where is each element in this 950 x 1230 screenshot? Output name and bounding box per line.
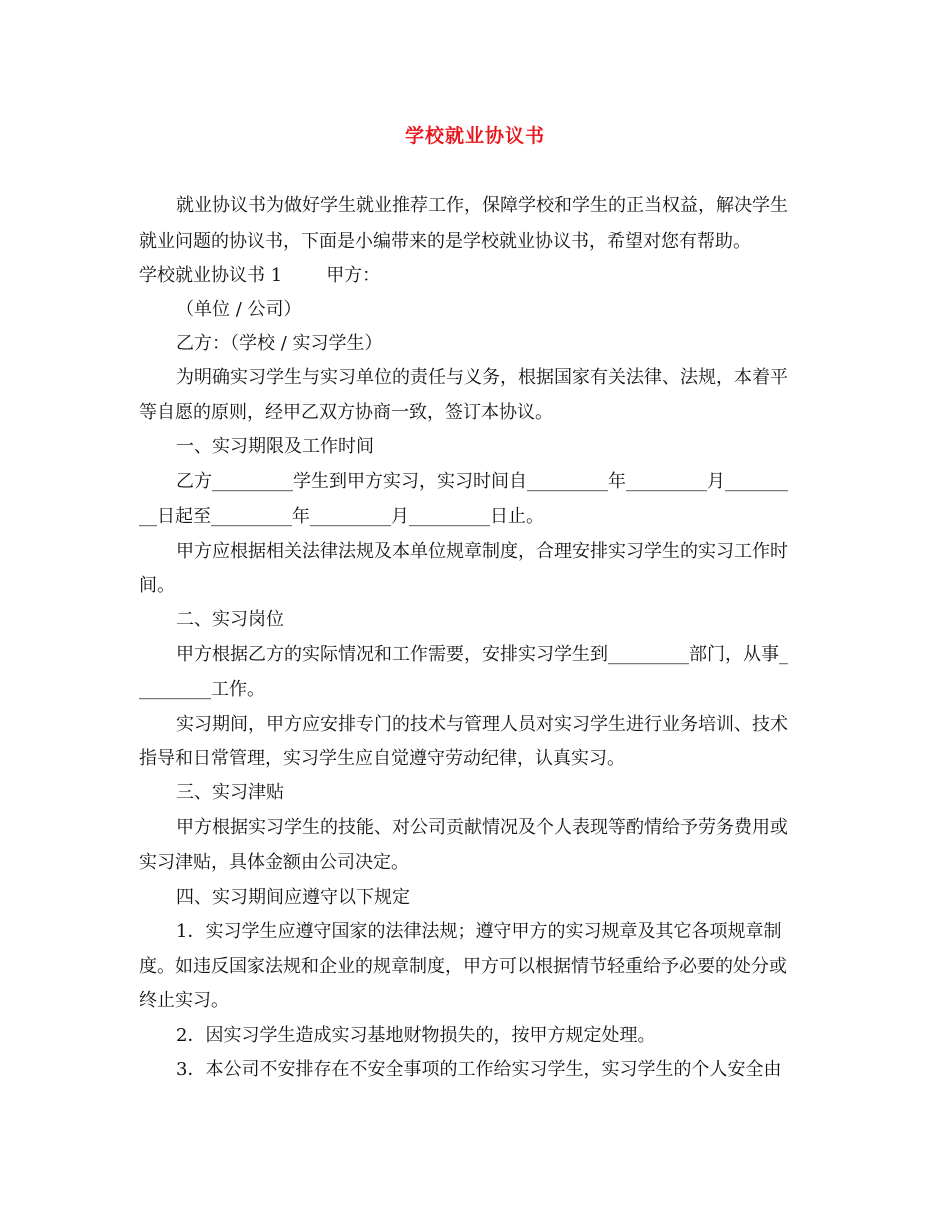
paragraph-line: 甲方根据乙方的实际情况和工作需要，安排实习学生到_________部门，从事_ bbox=[176, 644, 788, 665]
paragraph-line: 度。如违反国家法规和企业的规章制度，甲方可以根据情节轻重给予必要的处分或 bbox=[139, 956, 787, 977]
paragraph-line: 实习期间，甲方应安排专门的技术与管理人员对实习学生进行业务培训、技术 bbox=[176, 714, 788, 735]
party-a-label: 甲方： bbox=[326, 265, 381, 286]
paragraph-line: 2．因实习学生造成实习基地财物损失的，按甲方规定处理。 bbox=[176, 1025, 656, 1046]
paragraph-line: 就业问题的协议书，下面是小编带来的是学校就业协议书，希望对您有帮助。 bbox=[139, 231, 751, 252]
section-heading-line bbox=[139, 264, 819, 288]
paragraph-line: 甲方根据实习学生的技能、对公司贡献情况及个人表现等酌情给予劳务费用或 bbox=[176, 817, 788, 838]
paragraph-line: （单位 / 公司） bbox=[176, 299, 302, 320]
agreement-number-label: 学校就业协议书 1 bbox=[139, 265, 283, 286]
section-heading: 二、实习岗位 bbox=[176, 609, 284, 630]
paragraph-line: 为明确实习学生与实习单位的责任与义务，根据国家有关法律、法规，本着平 bbox=[176, 367, 788, 388]
section-heading: 一、实习期限及工作时间 bbox=[176, 436, 374, 457]
document-title: 学校就业协议书 bbox=[404, 125, 545, 147]
paragraph-line: ________工作。 bbox=[139, 679, 265, 700]
section-heading: 四、实习期间应遵守以下规定 bbox=[176, 887, 410, 908]
paragraph-line: 间。 bbox=[139, 575, 175, 596]
paragraph-line: 1．实习学生应遵守国家的法律法规；遵守甲方的实习规章及其它各项规章制 bbox=[176, 921, 782, 942]
paragraph-line: 实习津贴，具体金额由公司决定。 bbox=[139, 852, 409, 873]
section-heading: 三、实习津贴 bbox=[176, 782, 284, 803]
paragraph-line: 甲方应根据相关法律法规及本单位规章制度，合理安排实习学生的实习工作时 bbox=[176, 541, 788, 562]
paragraph-line: 等自愿的原则，经甲乙双方协商一致，签订本协议。 bbox=[139, 402, 553, 423]
paragraph-line: __日起至_________年_________月_________日止。 bbox=[139, 506, 544, 527]
paragraph-line: 乙方_________学生到甲方实习，实习时间自_________年_________月_______ bbox=[176, 471, 788, 492]
paragraph-line: 3．本公司不安排存在不安全事项的工作给实习学生，实习学生的个人安全由 bbox=[176, 1059, 782, 1080]
paragraph-line: 指导和日常管理，实习学生应自觉遵守劳动纪律，认真实习。 bbox=[139, 748, 625, 769]
paragraph-line: 乙方：（学校 / 实习学生） bbox=[176, 333, 383, 354]
paragraph-line: 终止实习。 bbox=[139, 990, 229, 1011]
paragraph-line: 就业协议书为做好学生就业推荐工作，保障学校和学生的正当权益，解决学生 bbox=[176, 195, 788, 216]
